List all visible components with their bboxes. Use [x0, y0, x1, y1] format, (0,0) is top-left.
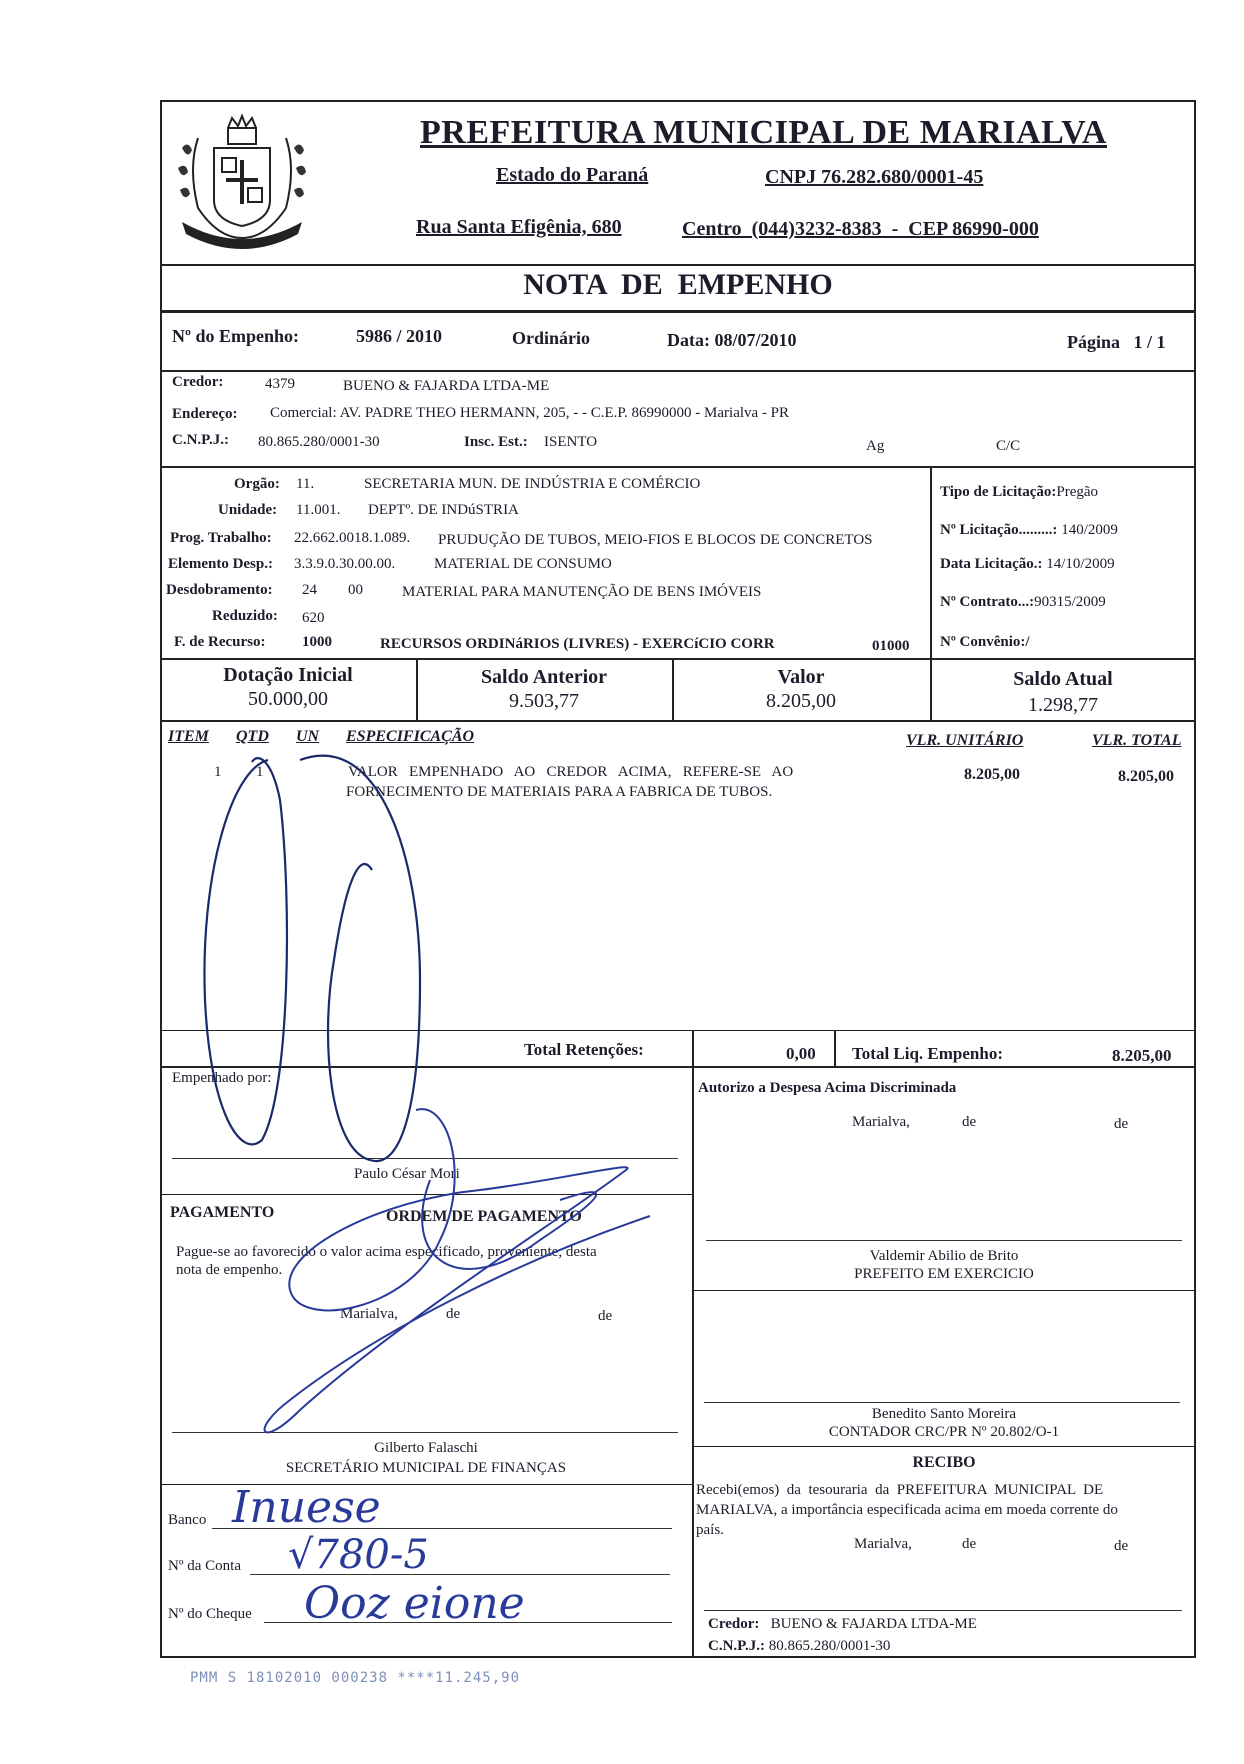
data-licitacao-label: Data Licitação.: — [940, 556, 1043, 572]
col-vlr-total: VLR. TOTAL — [1092, 732, 1182, 749]
pagamento-label: PAGAMENTO — [170, 1204, 275, 1221]
total-retencoes-value: 0,00 — [786, 1044, 816, 1063]
contrato-label: Nº Contrato...: — [940, 594, 1035, 610]
saldo-atual-label: Saldo Atual — [1013, 668, 1113, 690]
cc-label: C/C — [996, 438, 1021, 454]
row-desc-1: VALOR EMPENHADO AO CREDOR ACIMA, REFERE-SE AO — [348, 764, 794, 780]
pagamento-de-2: de — [598, 1308, 613, 1324]
recibo-title: RECIBO — [912, 1454, 976, 1471]
prefeito-title: PREFEITO EM EXERCICIO — [854, 1266, 1034, 1282]
doc-title: NOTA DE EMPENHO — [523, 268, 833, 301]
cnpj-credor-label: C.N.P.J.: — [172, 432, 229, 448]
prog-code: 22.662.0018.1.089. — [294, 530, 411, 546]
payment-signature-loop — [422, 1180, 596, 1269]
col-vlr-unitario: VLR. UNITÁRIO — [906, 732, 1024, 749]
banco-label: Banco — [168, 1512, 207, 1528]
cnpj-label: CNPJ 76.282.680/0001-45 — [765, 166, 984, 188]
pague-line-1: Pague-se ao favorecido o valor acima especificado, proveniente, desta — [176, 1244, 597, 1260]
unidade-code: 11.001. — [296, 502, 341, 518]
num-licitacao-label: Nº Licitação.........: — [940, 522, 1058, 538]
conta-handwriting: √780-5 — [288, 1532, 429, 1578]
cheque-label: Nº do Cheque — [168, 1606, 252, 1622]
total-retencoes-label: Total Retenções: — [524, 1040, 644, 1059]
prefeitura-title: PREFEITURA MUNICIPAL DE MARIALVA — [420, 114, 1107, 151]
recibo-marialva: Marialva, — [854, 1536, 912, 1552]
pagamento-marialva: Marialva, — [340, 1306, 398, 1322]
autorizo-marialva: Marialva, — [852, 1114, 910, 1130]
col-especificacao: ESPECIFICAÇÃO — [346, 728, 475, 745]
orgao-label: Orgão: — [234, 476, 280, 492]
cheque-handwriting: Ooz eione — [304, 1578, 525, 1629]
ag-label: Ag — [866, 438, 885, 454]
recibo-de-1: de — [962, 1536, 977, 1552]
empenho-date: Data: 08/07/2010 — [667, 330, 797, 350]
desdobramento-name: MATERIAL PARA MANUTENÇÃO DE BENS IMÓVEIS — [402, 584, 762, 600]
recibo-credor-label: Credor: — [708, 1616, 760, 1632]
prefeito-name: Valdemir Abilio de Brito — [869, 1248, 1019, 1264]
desdobramento-label: Desdobramento: — [166, 582, 273, 598]
dotacao-label: Dotação Inicial — [223, 664, 353, 686]
credor-name: BUENO & FAJARDA LTDA-ME — [343, 378, 550, 394]
autorizo-de-1: de — [962, 1114, 977, 1130]
empenho-number: 5986 / 2010 — [356, 326, 443, 346]
convenio-label: Nº Convênio:/ — [940, 634, 1030, 650]
reduzido-value: 620 — [302, 610, 325, 626]
unidade-name: DEPTº. DE INDúSTRIA — [368, 502, 519, 518]
recibo-de-2: de — [1114, 1538, 1129, 1554]
row-qtd: 1 — [256, 764, 264, 780]
dotacao-value: 50.000,00 — [248, 688, 328, 710]
valor-label: Valor — [777, 666, 825, 688]
state-label: Estado do Paraná — [496, 164, 649, 186]
data-licitacao-value: 14/10/2009 — [1046, 556, 1115, 572]
recibo-line-2: MARIALVA, a importância especificada acima em moeda corrente do — [696, 1502, 1118, 1518]
desdobramento-code: 24 — [302, 582, 317, 598]
elemento-code: 3.3.9.0.30.00.00. — [294, 556, 396, 572]
empenhado-label: Empenhado por: — [172, 1070, 272, 1086]
credor-address: Comercial: AV. PADRE THEO HERMANN, 205, - - C.E.P. 86990000 - Marialva - PR — [270, 405, 790, 421]
col-qtd: QTD — [236, 728, 269, 745]
credor-cnpj: 80.865.280/0001-30 — [258, 434, 380, 450]
payment-signature — [265, 1109, 650, 1432]
page-number: Página 1 / 1 — [1067, 332, 1166, 352]
empenhado-name: Paulo César Mori — [354, 1166, 460, 1182]
contrato-value: 90315/2009 — [1034, 594, 1106, 610]
recurso-label: F. de Recurso: — [174, 634, 266, 650]
banco-handwriting: Inuese — [232, 1482, 381, 1533]
col-item: ITEM — [168, 728, 209, 745]
recibo-cnpj-value: 80.865.280/0001-30 — [768, 1638, 891, 1654]
autorizo-label: Autorizo a Despesa Acima Discriminada — [698, 1080, 957, 1096]
num-licitacao-value: 140/2009 — [1061, 522, 1118, 538]
insc-label: Insc. Est.: — [464, 434, 528, 450]
recibo-line-1: Recebi(emos) da tesouraria da PREFEITURA MUNICIPAL DE — [696, 1482, 1104, 1498]
elemento-label: Elemento Desp.: — [168, 556, 273, 572]
insc-value: ISENTO — [544, 434, 598, 450]
recurso-name: RECURSOS ORDINáRIOS (LIVRES) - EXERCíCIO CORR — [380, 636, 775, 652]
row-desc-2: FORNECIMENTO DE MATERIAIS PARA A FABRICA DE TUBOS. — [346, 784, 773, 800]
total-liq-value: 8.205,00 — [1112, 1046, 1172, 1065]
conta-label: Nº da Conta — [168, 1558, 241, 1574]
prog-name: PRUDUÇÃO DE TUBOS, MEIO-FIOS E BLOCOS DE CONCRETOS — [438, 532, 873, 548]
orgao-name: SECRETARIA MUN. DE INDÚSTRIA E COMÉRCIO — [364, 476, 701, 492]
valor-value: 8.205,00 — [766, 690, 836, 712]
saldo-anterior-label: Saldo Anterior — [480, 666, 608, 688]
recurso-code: 1000 — [302, 634, 332, 650]
empenho-type: Ordinário — [512, 328, 591, 348]
tipo-licitacao-value: Pregão — [1056, 484, 1099, 500]
recurso-tail: 01000 — [872, 638, 910, 654]
autorizo-de-2: de — [1114, 1116, 1129, 1132]
reduzido-label: Reduzido: — [212, 608, 278, 624]
payment-stamp: PMM S 18102010 000238 ****11.245,90 — [190, 1670, 521, 1686]
address-label: Endereço: — [172, 406, 238, 422]
orgao-code: 11. — [296, 476, 315, 492]
pague-line-2: nota de empenho. — [176, 1262, 283, 1278]
oval-signature-2 — [300, 756, 420, 1161]
oval-signature-1 — [204, 758, 287, 1144]
saldo-atual-value: 1.298,77 — [1028, 694, 1098, 716]
credor-label: Credor: — [172, 374, 224, 390]
total-liq-label: Total Liq. Empenho: — [852, 1044, 1003, 1063]
empenho-label: Nº do Empenho: — [172, 326, 299, 346]
ordem-pagamento-label: ORDEM DE PAGAMENTO — [386, 1208, 582, 1225]
contact-label: Centro (044)3232-8383 - CEP 86990-000 — [682, 218, 1039, 240]
row-unit: 8.205,00 — [964, 766, 1020, 783]
desdobramento-sub: 00 — [348, 582, 363, 598]
tipo-licitacao-text: Tipo de Licitação: — [940, 484, 1057, 500]
street-label: Rua Santa Efigênia, 680 — [416, 216, 622, 238]
unidade-label: Unidade: — [218, 502, 278, 518]
recibo-credor-name: BUENO & FAJARDA LTDA-ME — [770, 1616, 977, 1632]
secretario-name: Gilberto Falaschi — [374, 1440, 478, 1456]
recibo-line-3: país. — [696, 1522, 724, 1538]
secretario-title: SECRETÁRIO MUNICIPAL DE FINANÇAS — [285, 1460, 567, 1476]
recibo-cnpj-label: C.N.P.J.: — [708, 1638, 765, 1654]
prog-label: Prog. Trabalho: — [170, 530, 272, 546]
credor-code: 4379 — [265, 376, 295, 392]
contador-name: Benedito Santo Moreira — [871, 1406, 1017, 1422]
elemento-name: MATERIAL DE CONSUMO — [434, 556, 612, 572]
row-item: 1 — [214, 764, 222, 780]
contador-title: CONTADOR CRC/PR Nº 20.802/O-1 — [828, 1424, 1060, 1440]
pagamento-de-1: de — [446, 1306, 461, 1322]
saldo-anterior-value: 9.503,77 — [509, 690, 579, 712]
col-un: UN — [296, 728, 320, 745]
row-total: 8.205,00 — [1118, 768, 1174, 785]
